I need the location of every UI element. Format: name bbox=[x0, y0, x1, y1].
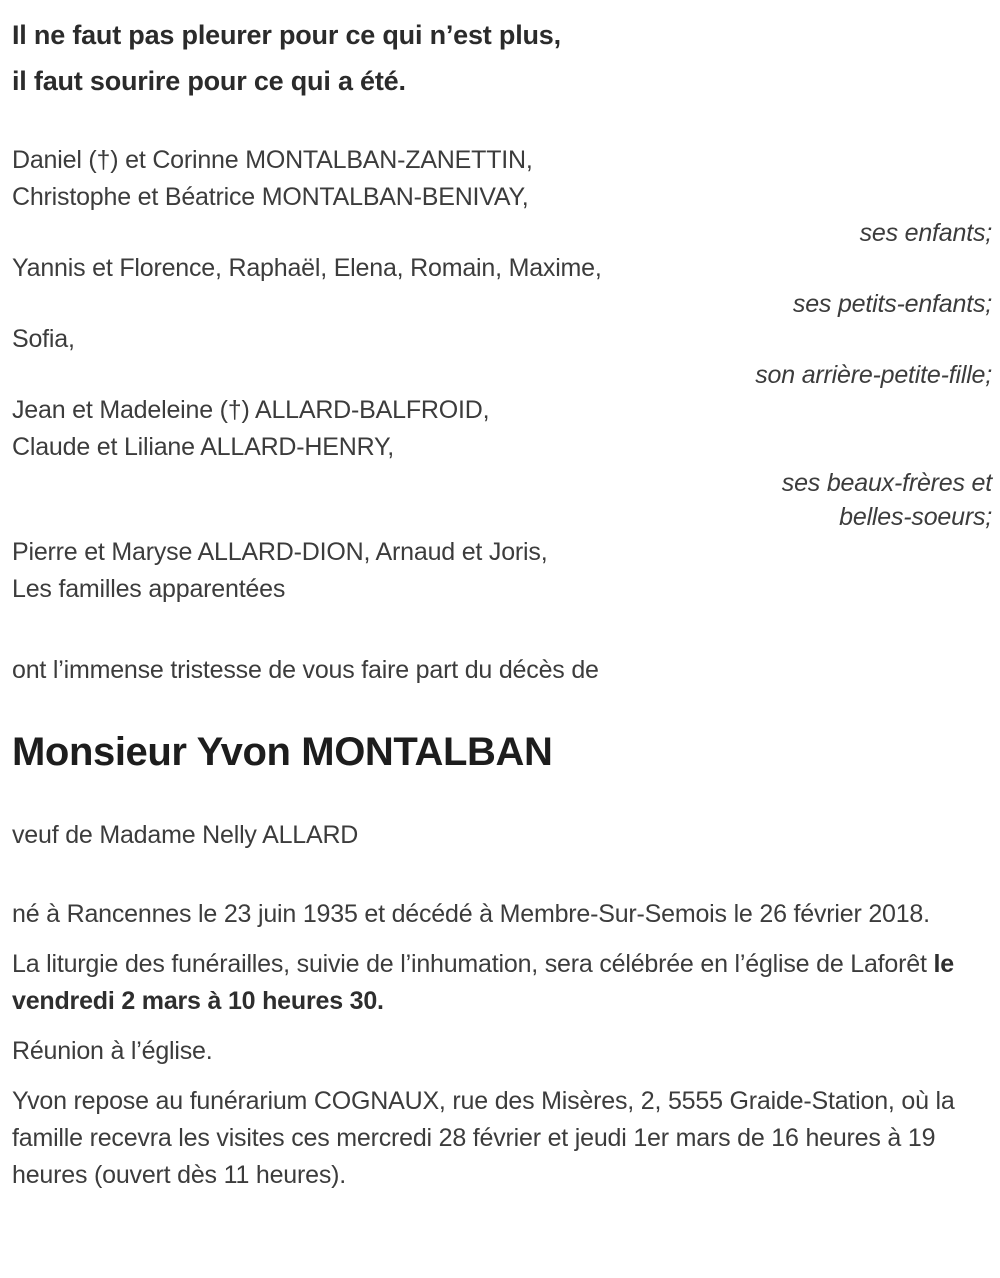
family-role-label: ses petits-enfants; bbox=[792, 290, 992, 318]
family-group-great-grandchild bbox=[12, 321, 992, 392]
family-name-line: Daniel (†) et Corinne MONTALBAN-ZANETTIN, bbox=[12, 146, 533, 174]
family-name-line: Sofia, bbox=[12, 325, 75, 353]
family-group-children bbox=[12, 142, 992, 250]
widower-line: veuf de Madame Nelly ALLARD bbox=[12, 821, 359, 849]
family-role-label: ses enfants; bbox=[859, 219, 992, 247]
family-list bbox=[12, 142, 992, 608]
family-name-line: Christophe et Béatrice MONTALBAN-BENIVAY, bbox=[12, 183, 529, 211]
epigraph-line-2: il faut sourire pour ce qui a été. bbox=[12, 66, 406, 96]
ceremony-datetime: le vendredi 2 mars à 10 heures 30. bbox=[12, 950, 954, 1015]
family-group-in-laws bbox=[12, 392, 992, 534]
epigraph-line-1: Il ne faut pas pleurer pour ce qui n’est plus, bbox=[12, 20, 561, 50]
family-role-label: ses beaux-frères et belles-soeurs; bbox=[781, 469, 992, 531]
family-group-related bbox=[12, 534, 992, 608]
family-group-grandchildren bbox=[12, 250, 992, 321]
family-role-label: son arrière-petite-fille; bbox=[755, 361, 992, 389]
ceremony-paragraph bbox=[12, 946, 992, 1020]
family-name-line: Yannis et Florence, Raphaël, Elena, Romain, Maxime, bbox=[12, 254, 602, 282]
visitation-paragraph: Yvon repose au funérarium COGNAUX, rue des Misères, 2, 5555 Graide-Station, où la famille recevra les visites ces mercredi 28 février et jeudi 1er mars de 16 heures à 19 heures (ouvert dès 11 heures). bbox=[12, 1087, 955, 1189]
deceased-name-heading: Monsieur Yvon MONTALBAN bbox=[12, 730, 553, 774]
ceremony-text: La liturgie des funérailles, suivie de l’inhumation, sera célébrée en l’église de Laforêt bbox=[12, 950, 934, 978]
family-name-line: Jean et Madeleine (†) ALLARD-BALFROID, bbox=[12, 396, 490, 424]
birth-death-paragraph: né à Rancennes le 23 juin 1935 et décédé à Membre-Sur-Semois le 26 février 2018. bbox=[12, 900, 930, 928]
family-name-line: Claude et Liliane ALLARD-HENRY, bbox=[12, 433, 394, 461]
epigraph-quote bbox=[12, 12, 992, 104]
meeting-paragraph: Réunion à l’église. bbox=[12, 1037, 213, 1065]
family-name-line: Les familles apparentées bbox=[12, 575, 286, 603]
family-name-line: Pierre et Maryse ALLARD-DION, Arnaud et Joris, bbox=[12, 538, 548, 566]
announcement-line: ont l’immense tristesse de vous faire part du décès de bbox=[12, 656, 599, 684]
